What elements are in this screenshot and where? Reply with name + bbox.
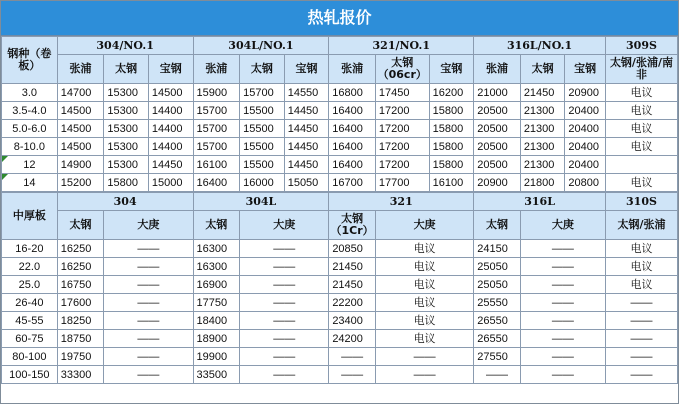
price-cell: —— [520,258,605,276]
table-row [2,138,678,156]
price-cell: 20400 [565,138,606,156]
price-cell: 15700 [193,138,240,156]
plate-mill-header-row [2,211,678,240]
price-cell: 14450 [284,138,329,156]
price-cell: 20400 [565,120,606,138]
price-cell: 21300 [520,156,565,174]
price-cell: 14400 [148,102,193,120]
price-cell: 17700 [375,174,429,192]
price-cell: 15300 [104,84,149,102]
grade-304: 304/NO.1 [57,37,193,55]
price-cell: 33300 [57,366,104,384]
price-cell [605,156,677,174]
price-cell: 17600 [57,294,104,312]
price-cell: —— [240,312,329,330]
price-cell: —— [605,312,677,330]
price-cell: —— [605,366,677,384]
price-cell: 24150 [474,240,521,258]
price-cell: 电议 [605,240,677,258]
price-cell: 17750 [193,294,240,312]
size-cell: 3.0 [2,84,58,102]
price-cell: 14450 [148,156,193,174]
plate-mill-header: 大庚 [520,211,605,240]
price-cell: 21300 [520,120,565,138]
size-cell: 100-150 [2,366,58,384]
price-cell: —— [104,330,193,348]
price-cell: 16250 [57,240,104,258]
price-cell: 25050 [474,258,521,276]
plate-mill-header: 太钢/张浦 [605,211,677,240]
price-cell: 电议 [605,102,677,120]
price-cell: 33500 [193,366,240,384]
price-cell: 20900 [474,174,521,192]
price-cell: 21800 [520,174,565,192]
price-cell: 15800 [429,102,474,120]
size-cell: 14 [2,174,58,192]
size-cell: 22.0 [2,258,58,276]
price-cell: 18900 [193,330,240,348]
price-cell: 15800 [104,174,149,192]
mill-header: 宝钢 [429,55,474,84]
mill-header: 宝钢 [565,55,606,84]
price-cell: 15500 [240,156,285,174]
price-cell: 15300 [104,102,149,120]
price-cell: 16250 [57,258,104,276]
plate-grade-header-row [2,193,678,211]
price-cell: —— [104,258,193,276]
price-cell: —— [605,330,677,348]
price-cell: 15050 [284,174,329,192]
price-cell: 16100 [429,174,474,192]
grade-304l: 304L/NO.1 [193,37,329,55]
price-cell: 16900 [193,276,240,294]
price-cell: 14550 [284,84,329,102]
price-cell: 14450 [284,120,329,138]
mill-header: 张浦 [57,55,104,84]
plate-mill-header: 太钢 [474,211,521,240]
size-cell: 45-55 [2,312,58,330]
price-cell: —— [240,348,329,366]
price-cell: 电议 [375,312,473,330]
price-cell: —— [520,348,605,366]
mill-header: 宝钢 [284,55,329,84]
price-cell: 14450 [284,156,329,174]
price-cell: 20500 [474,120,521,138]
size-cell: 26-40 [2,294,58,312]
mill-header: 张浦 [193,55,240,84]
size-cell: 8-10.0 [2,138,58,156]
price-cell: 19750 [57,348,104,366]
price-cell: —— [240,258,329,276]
price-cell: 16400 [329,156,376,174]
mill-header: 张浦 [474,55,521,84]
price-cell: 22200 [329,294,376,312]
price-cell: 15200 [57,174,104,192]
price-cell: 20400 [565,102,606,120]
price-cell: 14500 [57,102,104,120]
price-cell: 23400 [329,312,376,330]
grade-309s: 309S [605,37,677,55]
grade-316l: 316L/NO.1 [474,37,606,55]
price-cell: 14400 [148,120,193,138]
table-row [2,366,678,384]
price-cell: —— [520,240,605,258]
table-row [2,312,678,330]
price-cell: —— [104,294,193,312]
price-cell: 27550 [474,348,521,366]
price-cell: 26550 [474,312,521,330]
price-cell: 18400 [193,312,240,330]
price-cell: 16700 [329,174,376,192]
price-cell: 15000 [148,174,193,192]
price-cell: —— [329,348,376,366]
price-cell: 17200 [375,120,429,138]
price-cell: 电议 [375,258,473,276]
plate-mill-header: 太钢（1Cr） [329,211,376,240]
price-cell: 17200 [375,138,429,156]
price-cell: 16200 [429,84,474,102]
price-cell: 16400 [329,102,376,120]
price-cell: 25050 [474,276,521,294]
price-cell: —— [520,366,605,384]
price-cell: 15300 [104,138,149,156]
size-cell: 12 [2,156,58,174]
price-cell: 16800 [329,84,376,102]
price-cell: —— [375,366,473,384]
price-cell: 15500 [240,120,285,138]
grade-321: 321/NO.1 [329,37,474,55]
price-cell: 21450 [329,276,376,294]
price-cell: 15800 [429,120,474,138]
price-cell: 20500 [474,138,521,156]
price-cell: 21000 [474,84,521,102]
price-cell: 16300 [193,258,240,276]
price-cell: 24200 [329,330,376,348]
mill-header-row [2,55,678,84]
price-cell: 电议 [605,120,677,138]
price-cell: 14500 [57,138,104,156]
table-row [2,294,678,312]
price-cell: 16400 [329,120,376,138]
price-cell: 15800 [429,156,474,174]
price-cell: —— [104,240,193,258]
medium-plate-table [1,192,678,384]
size-cell: 3.5-4.0 [2,102,58,120]
price-cell: 16000 [240,174,285,192]
price-cell: 26550 [474,330,521,348]
price-cell: 18750 [57,330,104,348]
price-cell: 17200 [375,156,429,174]
price-cell: —— [104,312,193,330]
price-cell: 14450 [284,102,329,120]
price-cell: 18250 [57,312,104,330]
price-cell: 电议 [375,240,473,258]
price-cell: 16400 [193,174,240,192]
size-cell: 16-20 [2,240,58,258]
table-row [2,258,678,276]
price-cell: 电议 [375,294,473,312]
price-cell: —— [240,240,329,258]
price-cell: 15500 [240,138,285,156]
price-cell: 20800 [565,174,606,192]
price-cell: 15700 [193,102,240,120]
sheet-title: 热轧报价 [1,1,678,36]
price-cell: 20500 [474,102,521,120]
price-cell: 15700 [240,84,285,102]
table-row [2,102,678,120]
price-cell: —— [240,294,329,312]
price-cell: 20400 [565,156,606,174]
plate-grade-304: 304 [57,193,193,211]
price-cell: 21300 [520,138,565,156]
table-row [2,330,678,348]
mill-header: 太钢 [520,55,565,84]
hot-rolled-table [1,36,678,192]
mill-header: 太钢（06cr） [375,55,429,84]
price-cell: 电议 [605,276,677,294]
price-cell: —— [520,276,605,294]
price-cell: 电议 [605,258,677,276]
mill-header: 太钢 [240,55,285,84]
price-cell: 15900 [193,84,240,102]
price-cell: 电议 [605,138,677,156]
price-cell: —— [104,366,193,384]
size-cell: 80-100 [2,348,58,366]
price-cell: 15300 [104,120,149,138]
price-cell: 21450 [329,258,376,276]
mill-header: 太钢 [104,55,149,84]
price-cell: 15300 [104,156,149,174]
medium-plate-corner-label: 中厚板 [2,193,58,240]
price-cell: 14900 [57,156,104,174]
table-row [2,84,678,102]
size-cell: 25.0 [2,276,58,294]
price-cell: 电议 [375,276,473,294]
price-cell: 16100 [193,156,240,174]
price-cell: 20900 [565,84,606,102]
price-cell: —— [474,366,521,384]
price-cell: 14700 [57,84,104,102]
table-row [2,240,678,258]
price-cell: —— [240,276,329,294]
price-cell: —— [104,276,193,294]
plate-grade-321: 321 [329,193,474,211]
price-cell: 电议 [605,84,677,102]
price-cell: 电议 [605,174,677,192]
plate-mill-header: 太钢 [57,211,104,240]
plate-mill-header: 太钢 [193,211,240,240]
price-cell: 19900 [193,348,240,366]
price-cell: 20850 [329,240,376,258]
size-cell: 5.0-6.0 [2,120,58,138]
price-cell: —— [240,330,329,348]
price-cell: 15800 [429,138,474,156]
price-cell: —— [520,294,605,312]
price-cell: 17200 [375,102,429,120]
plate-grade-316l: 316L [474,193,606,211]
price-cell: 17450 [375,84,429,102]
price-cell: 21300 [520,102,565,120]
price-cell: 16750 [57,276,104,294]
price-cell: —— [375,348,473,366]
price-cell: 14500 [57,120,104,138]
price-cell: —— [605,348,677,366]
table-row [2,120,678,138]
price-cell: —— [240,366,329,384]
plate-mill-header: 大庚 [375,211,473,240]
mill-header: 太钢/张浦/南非 [605,55,677,84]
price-cell: —— [520,330,605,348]
price-cell: 14500 [148,84,193,102]
table-row [2,156,678,174]
price-cell: 16300 [193,240,240,258]
table-row [2,276,678,294]
price-cell: —— [329,366,376,384]
table-row [2,174,678,192]
price-cell: 20500 [474,156,521,174]
plate-mill-header: 大庚 [104,211,193,240]
price-cell: 16400 [329,138,376,156]
plate-mill-header: 大庚 [240,211,329,240]
grade-header-row [2,37,678,55]
plate-grade-304l: 304L [193,193,329,211]
price-cell: 15500 [240,102,285,120]
price-cell: 21450 [520,84,565,102]
table-row [2,348,678,366]
price-cell: 15700 [193,120,240,138]
price-cell: 电议 [375,330,473,348]
price-cell: 25550 [474,294,521,312]
mill-header: 宝钢 [148,55,193,84]
mill-header: 张浦 [329,55,376,84]
price-cell: —— [104,348,193,366]
price-cell: —— [520,312,605,330]
hot-rolled-corner-label: 钢种（卷板） [2,37,58,84]
price-cell: 14400 [148,138,193,156]
size-cell: 60-75 [2,330,58,348]
plate-grade-310s: 310S [605,193,677,211]
price-cell: —— [605,294,677,312]
